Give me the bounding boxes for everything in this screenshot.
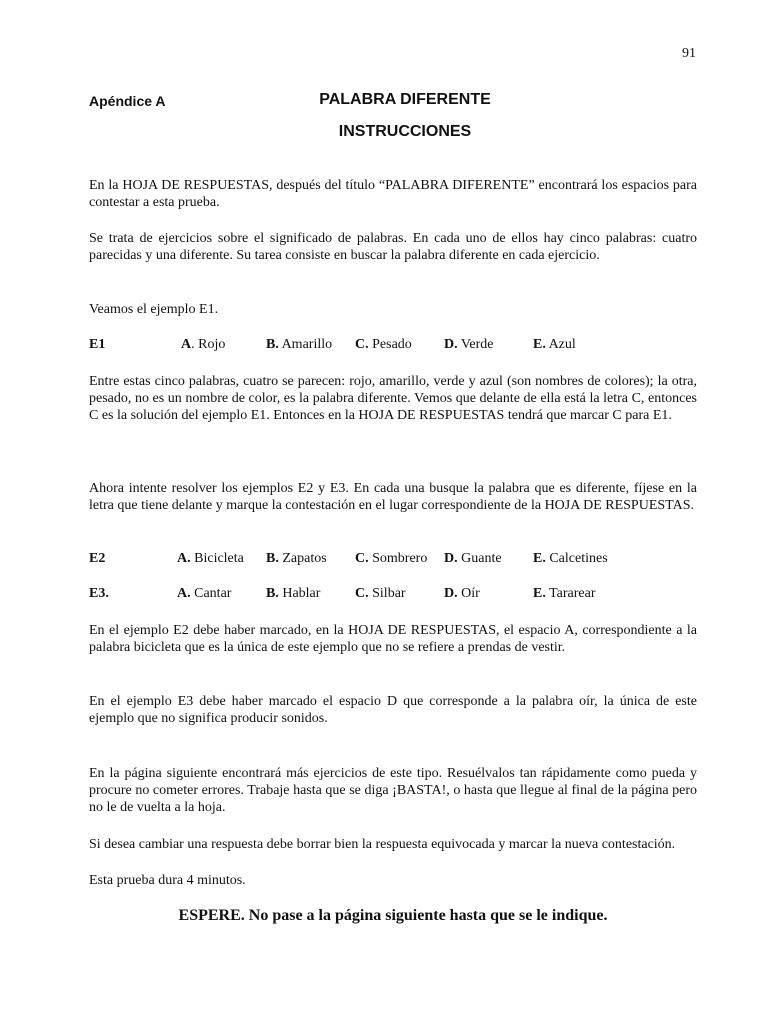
page-subtitle: INSTRUCCIONES [338,123,472,140]
example-option [533,586,596,602]
example-option [181,337,225,353]
example-option [177,586,231,602]
option-letter: C. [355,551,369,566]
option-word: Pesado [368,337,412,352]
option-letter: A. [177,551,191,566]
paragraph-duration: Esta prueba dura 4 minutos. [89,873,246,888]
paragraph-task: Se trata de ejercicios sobre el significado de palabras. En cada uno de ellos hay cinco palabras: cuatro parecidas y una diferente. Su tarea consiste en buscar la palabra diferente en cada ejercicio. [89,231,697,263]
paragraph-instructions: En la página siguiente encontrará más ejercicios de este tipo. Resuélvalos tan rápidamente como pueda y procure no cometer errores. Trabaje hasta que se diga ¡BASTA!, o hasta que llegue al final de la página pero no le de vuelta a la hoja. [89,766,697,815]
option-word: Tararear [545,586,596,601]
option-word: . Rojo [191,337,226,352]
option-letter: B. [266,551,279,566]
example-id: E1 [89,337,106,352]
option-letter: C. [355,586,369,601]
option-word: Silbar [368,586,406,601]
option-word: Hablar [278,586,321,601]
paragraph-e2-answer: En el ejemplo E2 debe haber marcado, en la HOJA DE RESPUESTAS, el espacio A, correspondiente a la palabra bicicleta que es la única de este ejemplo que no se refiere a prendas de vestir. [89,623,697,655]
option-word: Oír [457,586,480,601]
example-row-e3 [89,586,697,604]
page-title: PALABRA DIFERENTE [319,91,491,108]
example-option [355,586,406,602]
option-letter: E. [533,551,546,566]
option-word: Verde [457,337,494,352]
example-option [177,551,244,567]
example-option [444,551,502,567]
option-word: Zapatos [278,551,327,566]
paragraph-e2-e3-intro: Ahora intente resolver los ejemplos E2 y E3. En cada una busque la palabra que es diferente, fíjese en la letra que tiene delante y marque la contestación en el lugar correspondiente de la HOJA DE RESPUESTAS. [89,481,697,513]
option-letter: B. [266,586,279,601]
page-number: 91 [682,46,696,61]
paragraph-intro: En la HOJA DE RESPUESTAS, después del título “PALABRA DIFERENTE” encontrará los espacios para contestar a esta prueba. [89,178,697,210]
option-word: Cantar [190,586,232,601]
example-option [533,551,608,567]
paragraph-e1-explanation: Entre estas cinco palabras, cuatro se parecen: rojo, amarillo, verde y azul (son nombres de colores); la otra, pesado, no es un nombre de color, es la palabra diferente. Vemos que delante de ella está la letra C, entonces C es la solución del ejemplo E1. Entonces en la HOJA DE RESPUESTAS tendrá que marcar C para E1. [89,374,697,423]
example-option [355,337,412,353]
option-letter: D. [444,551,458,566]
option-letter: D. [444,586,458,601]
example-row-e1 [89,337,697,355]
option-letter: D. [444,337,458,352]
option-letter: B. [266,337,279,352]
example-option [266,337,332,353]
option-letter: C. [355,337,369,352]
option-word: Sombrero [368,551,428,566]
option-word: Amarillo [278,337,333,352]
option-word: Bicicleta [190,551,244,566]
example-id: E3. [89,586,109,601]
example-option [444,586,480,602]
option-word: Guante [457,551,502,566]
paragraph-example-intro: Veamos el ejemplo E1. [89,302,219,317]
example-option [355,551,427,567]
example-option [444,337,494,353]
option-word: Azul [545,337,576,352]
example-option [266,551,327,567]
option-letter: E. [533,586,546,601]
option-word: Calcetines [545,551,608,566]
paragraph-e3-answer: En el ejemplo E3 debe haber marcado el espacio D que corresponde a la palabra oír, la única de este ejemplo que no significa producir sonidos. [89,694,697,726]
example-id: E2 [89,551,106,566]
option-letter: A. [177,586,191,601]
appendix-label: Apéndice A [89,93,166,109]
option-letter: E. [533,337,546,352]
example-row-e2 [89,551,697,569]
option-letter: A [181,337,192,352]
paragraph-change-answer: Si desea cambiar una respuesta debe borrar bien la respuesta equivocada y marcar la nueva contestación. [89,837,676,852]
example-option [533,337,576,353]
example-option [266,586,320,602]
final-notice: ESPERE. No pase a la página siguiente hasta que se le indique. [178,907,608,924]
